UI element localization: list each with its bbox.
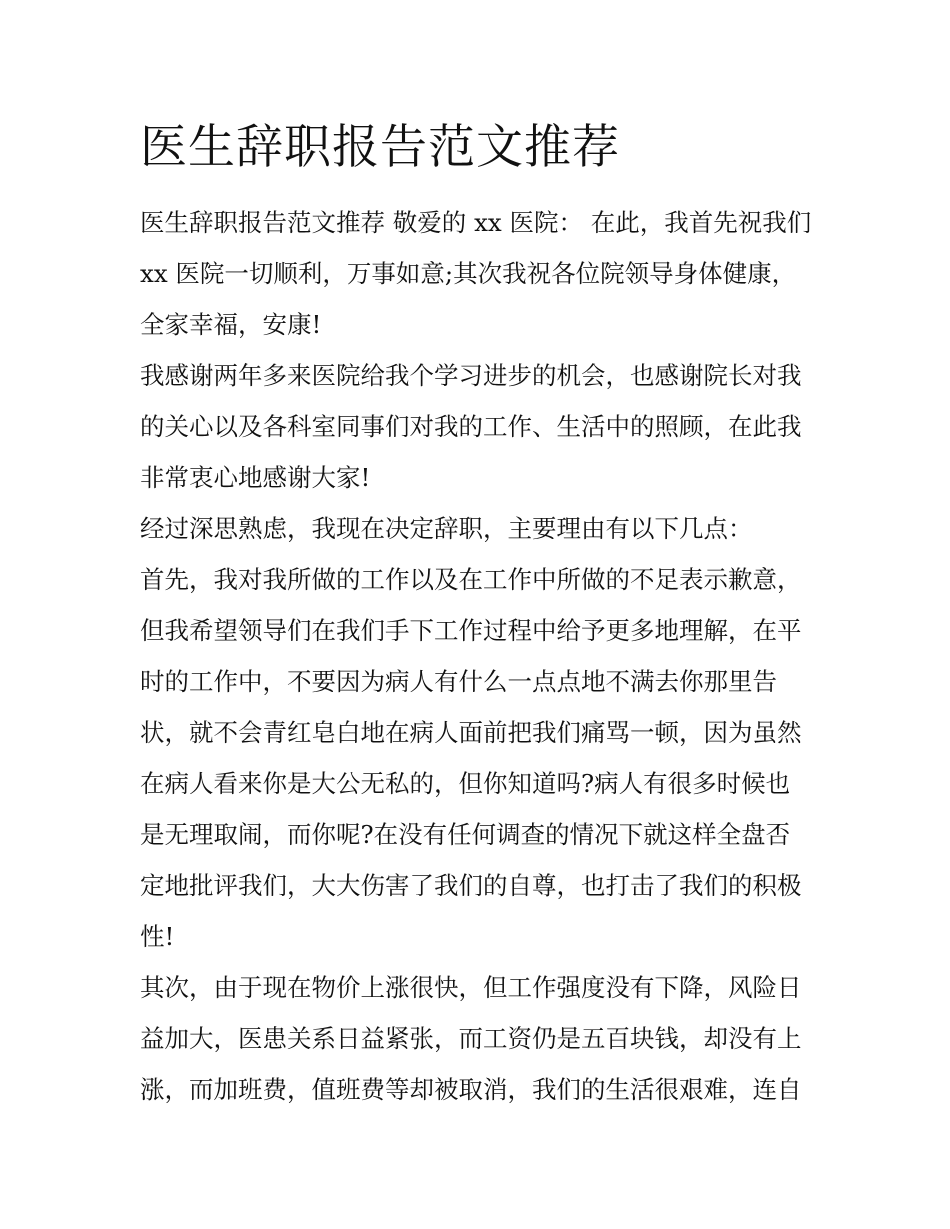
text-line: 我感谢两年多来医院给我个学习进步的机会，也感谢院长对我 (140, 361, 802, 390)
text-line: xx 医院一切顺利，万事如意;其次我祝各位院领导身体健康， (140, 259, 797, 288)
text-line: 医生辞职报告范文推荐 敬爱的 xx 医院： 在此，我首先祝我们 (140, 208, 812, 237)
document-body (140, 197, 820, 1115)
text-line: 非常衷心地感谢大家! (140, 463, 371, 492)
text-line: 经过深思熟虑，我现在决定辞职，主要理由有以下几点： (140, 514, 753, 543)
document-title: 医生辞职报告范文推荐 (140, 120, 620, 175)
text-line: 在病人看来你是大公无私的，但你知道吗?病人有很多时候也 (140, 769, 791, 798)
text-line: 涨，而加班费，值班费等却被取消，我们的生活很艰难，连自 (140, 1075, 802, 1104)
text-line: 其次，由于现在物价上涨很快，但工作强度没有下降，风险日 (140, 973, 802, 1002)
text-line: 定地批评我们，大大伤害了我们的自尊，也打击了我们的积极 (140, 871, 802, 900)
text-line: 状，就不会青红皂白地在病人面前把我们痛骂一顿，因为虽然 (140, 718, 802, 747)
text-line: 性! (140, 922, 175, 951)
text-line: 是无理取闹，而你呢?在没有任何调查的情况下就这样全盘否 (140, 820, 791, 849)
text-line: 的关心以及各科室同事们对我的工作、生活中的照顾，在此我 (140, 412, 802, 441)
text-line: 时的工作中，不要因为病人有什么一点点地不满去你那里告 (140, 667, 777, 696)
text-line: 益加大，医患关系日益紧张，而工资仍是五百块钱，却没有上 (140, 1024, 802, 1053)
text-line: 首先，我对我所做的工作以及在工作中所做的不足表示歉意， (140, 565, 802, 594)
text-line: 全家幸福，安康! (140, 310, 322, 339)
text-line: 但我希望领导们在我们手下工作过程中给予更多地理解，在平 (140, 616, 802, 645)
